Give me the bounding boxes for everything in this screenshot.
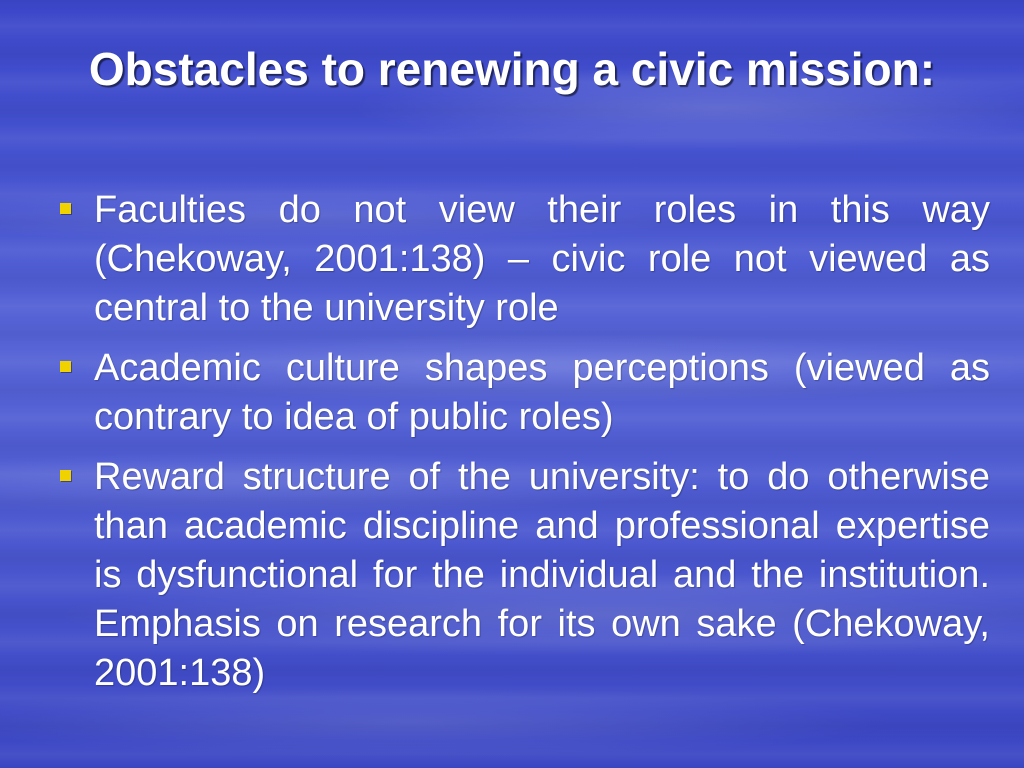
slide-title: Obstacles to renewing a civic mission: xyxy=(88,43,936,95)
bullet-item-2 xyxy=(56,344,990,442)
bullet-item-1 xyxy=(56,186,990,333)
bullet-text: Faculties do not view their roles in this way (Chekoway, 2001:138) – civic role not viewed as central to the university role xyxy=(94,189,990,329)
square-bullet-icon xyxy=(60,203,71,214)
bullet-list xyxy=(56,186,990,709)
bullet-text: Reward structure of the university: to do otherwise than academic discipline and professional expertise is dysfunctional for the individual and the institution. Emphasis on research for its own sake (Chekoway, 2001:138) xyxy=(94,456,990,694)
bullet-text: Academic culture shapes perceptions (viewed as contrary to idea of public roles) xyxy=(94,347,990,438)
square-bullet-icon xyxy=(60,361,71,372)
square-bullet-icon xyxy=(60,470,71,481)
bullet-item-3 xyxy=(56,453,990,698)
